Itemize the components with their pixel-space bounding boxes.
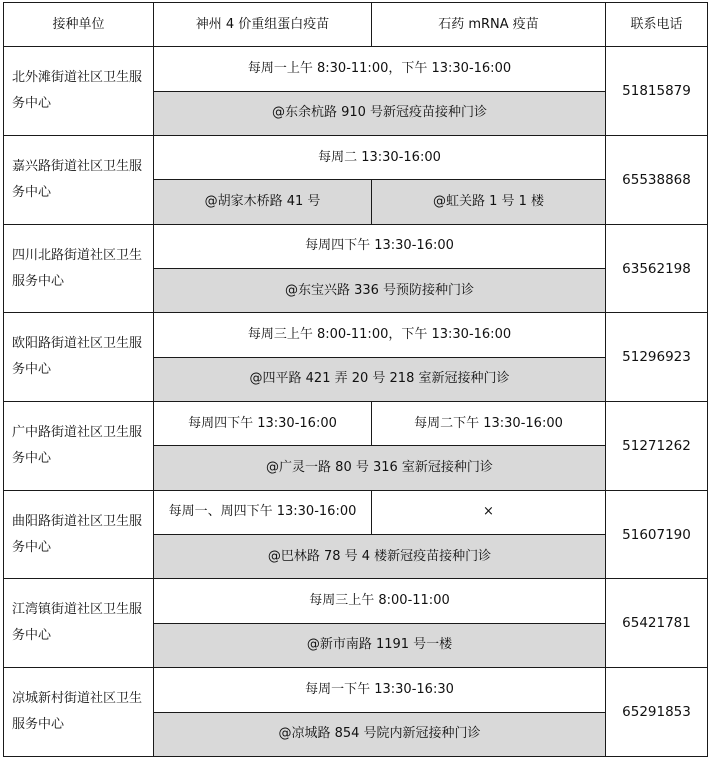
- clinic-address: @东余杭路 910 号新冠疫苗接种门诊: [154, 91, 606, 135]
- unit-name: 四川北路街道社区卫生服务中心: [4, 224, 154, 313]
- clinic-address: @广灵一路 80 号 316 室新冠接种门诊: [154, 446, 606, 490]
- clinic-address-shenzhou: @胡家木桥路 41 号: [154, 180, 372, 224]
- table-row: [4, 224, 708, 268]
- table-row: [4, 313, 708, 357]
- clinic-address-shiyao: @虹关路 1 号 1 楼: [372, 180, 606, 224]
- schedule-time-shiyao: 每周二下午 13:30-16:00: [372, 402, 606, 446]
- phone-number: 51607190: [606, 490, 708, 579]
- unit-name: 广中路街道社区卫生服务中心: [4, 402, 154, 491]
- table-row: [4, 490, 708, 534]
- schedule-time-shiyao: ×: [372, 490, 606, 534]
- phone-number: 51271262: [606, 402, 708, 491]
- schedule-time: 每周二 13:30-16:00: [154, 136, 606, 180]
- phone-number: 51296923: [606, 313, 708, 402]
- clinic-address: @新市南路 1191 号一楼: [154, 623, 606, 667]
- unit-name: 嘉兴路街道社区卫生服务中心: [4, 136, 154, 225]
- header-shenzhou-vaccine: 神州 4 价重组蛋白疫苗: [154, 3, 372, 47]
- phone-number: 65421781: [606, 579, 708, 668]
- unit-name: 欧阳路街道社区卫生服务中心: [4, 313, 154, 402]
- unit-name: 北外滩街道社区卫生服务中心: [4, 47, 154, 136]
- phone-number: 65538868: [606, 136, 708, 225]
- clinic-address: @东宝兴路 336 号预防接种门诊: [154, 269, 606, 313]
- table-row: [4, 668, 708, 712]
- header-shiyao-vaccine: 石药 mRNA 疫苗: [372, 3, 606, 47]
- unit-name: 江湾镇街道社区卫生服务中心: [4, 579, 154, 668]
- table-row: [4, 402, 708, 446]
- schedule-time: 每周三上午 8:00-11:00，下午 13:30-16:00: [154, 313, 606, 357]
- header-unit: 接种单位: [4, 3, 154, 47]
- schedule-time: 每周一上午 8:30-11:00，下午 13:30-16:00: [154, 47, 606, 91]
- unit-name: 曲阳路街道社区卫生服务中心: [4, 490, 154, 579]
- phone-number: 63562198: [606, 224, 708, 313]
- clinic-address: @巴林路 78 号 4 楼新冠疫苗接种门诊: [154, 535, 606, 579]
- phone-number: 65291853: [606, 668, 708, 757]
- header-phone: 联系电话: [606, 3, 708, 47]
- phone-number: 51815879: [606, 47, 708, 136]
- unit-name: 凉城新村街道社区卫生服务中心: [4, 668, 154, 757]
- schedule-time-shenzhou: 每周四下午 13:30-16:00: [154, 402, 372, 446]
- table-row: [4, 136, 708, 180]
- schedule-time-shenzhou: 每周一、周四下午 13:30-16:00: [154, 490, 372, 534]
- schedule-time: 每周三上午 8:00-11:00: [154, 579, 606, 623]
- clinic-address: @四平路 421 弄 20 号 218 室新冠接种门诊: [154, 357, 606, 401]
- table-row: [4, 47, 708, 91]
- clinic-address: @凉城路 854 号院内新冠接种门诊: [154, 712, 606, 757]
- schedule-time: 每周一下午 13:30-16:30: [154, 668, 606, 712]
- schedule-time: 每周四下午 13:30-16:00: [154, 224, 606, 268]
- table-row: [4, 579, 708, 623]
- header-row: [4, 3, 708, 47]
- vaccination-schedule-table: [3, 2, 708, 757]
